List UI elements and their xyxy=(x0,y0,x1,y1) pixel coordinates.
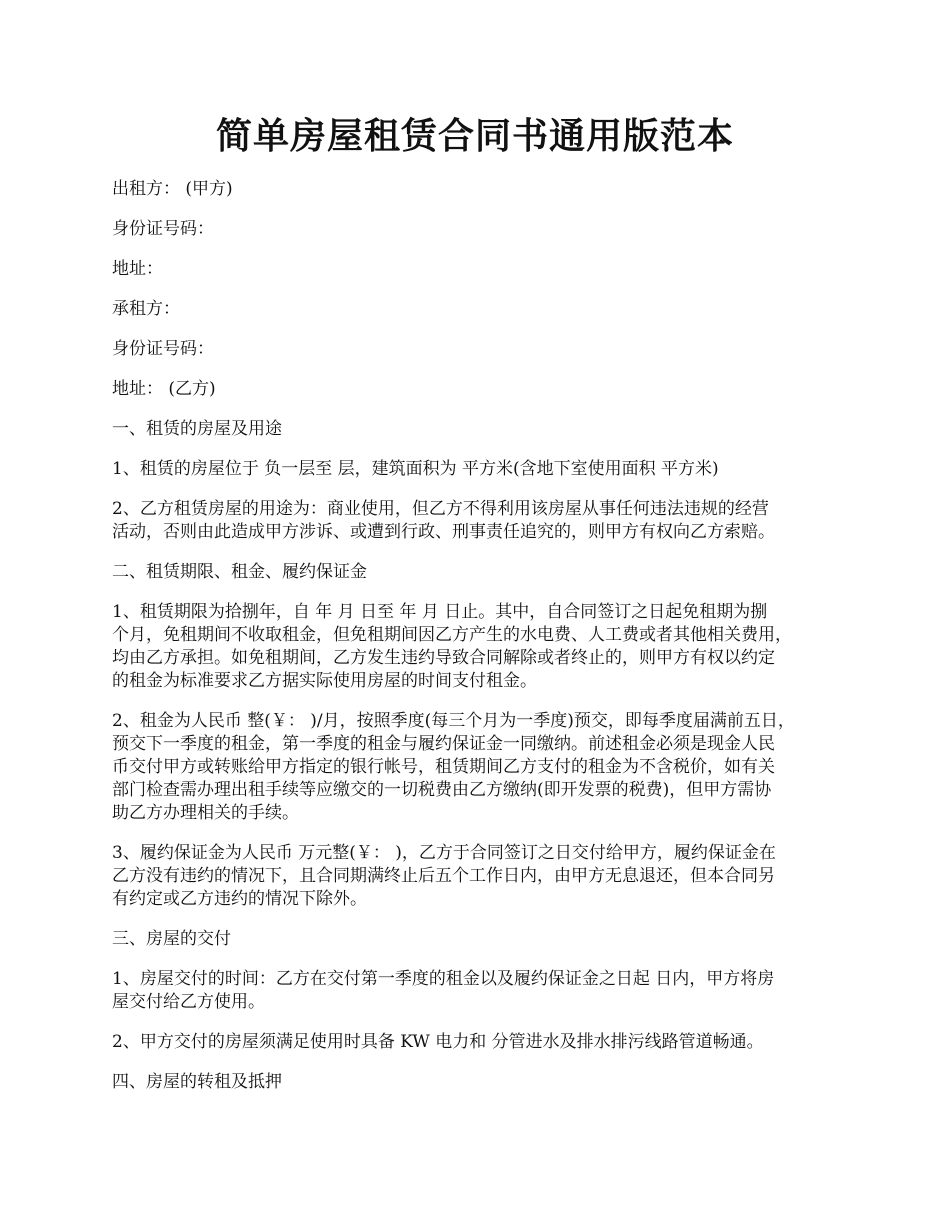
paragraph-line: 乙方没有违约的情况下，且合同期满终止后五个工作日内，由甲方无息退还，但本合同另 xyxy=(112,866,775,886)
paragraph xyxy=(112,258,850,281)
paragraph-line: 1、租赁的房屋位于 负一层至 层，建筑面积为 平方米(含地下室使用面积 平方米) xyxy=(112,459,719,479)
paragraph xyxy=(112,928,850,951)
paragraph-line: 1、租赁期限为拾捌年，自 年 月 日至 年 月 日止。其中，自合同签订之日起免租期为捌 xyxy=(112,602,768,622)
paragraph-line: 2、甲方交付的房屋须满足使用时具备 KW 电力和 分管进水及排水排污线路管道畅通。 xyxy=(112,1032,764,1052)
paragraph xyxy=(112,418,850,441)
paragraph-line: 二、租赁期限、租金、履约保证金 xyxy=(112,562,367,582)
paragraph xyxy=(112,710,850,825)
paragraph-line: 2、租金为人民币 整(￥： )/月，按照季度(每三个月为一季度)预交，即每季度届满前五日， xyxy=(112,711,795,731)
paragraph-line: 有约定或乙方违约的情况下除外。 xyxy=(112,889,367,909)
document-body xyxy=(112,178,850,1111)
paragraph xyxy=(112,498,850,544)
paragraph-line: 2、乙方租赁房屋的用途为：商业使用，但乙方不得利用该房屋从事任何违法违规的经营 xyxy=(112,499,769,519)
paragraph-line: 身份证号码： xyxy=(112,339,214,359)
paragraph xyxy=(112,1031,850,1054)
paragraph-line: 屋交付给乙方使用。 xyxy=(112,992,265,1012)
paragraph-line: 三、房屋的交付 xyxy=(112,929,231,949)
paragraph-line: 3、履约保证金为人民币 万元整(￥： )，乙方于合同签订之日交付给甲方，履约保证金在 xyxy=(112,843,776,863)
paragraph xyxy=(112,378,850,401)
paragraph-line: 承租方： xyxy=(112,299,180,319)
paragraph-line: 预交下一季度的租金，第一季度的租金与履约保证金一同缴纳。前述租金必须是现金人民 xyxy=(112,734,775,754)
paragraph xyxy=(112,178,850,201)
paragraph-line: 四、房屋的转租及抵押 xyxy=(112,1072,282,1092)
paragraph xyxy=(112,298,850,321)
paragraph-line: 活动，否则由此造成甲方涉诉、或遭到行政、刑事责任追究的，则甲方有权向乙方索赔。 xyxy=(112,522,775,542)
paragraph-line: 1、房屋交付的时间：乙方在交付第一季度的租金以及履约保证金之日起 日内，甲方将房 xyxy=(112,969,775,989)
document-title: 简单房屋租赁合同书通用版范本 xyxy=(215,115,734,157)
paragraph-line: 地址： (乙方) xyxy=(112,379,216,399)
paragraph xyxy=(112,968,850,1014)
paragraph-line: 地址： xyxy=(112,259,163,279)
paragraph-line: 个月，免租期间不收取租金，但免租期间因乙方产生的水电费、人工费或者其他相关费用， xyxy=(112,625,792,645)
paragraph-line: 均由乙方承担。如免租期间，乙方发生违约导致合同解除或者终止的，则甲方有权以约定 xyxy=(112,648,775,668)
paragraph-line: 部门检查需办理出租手续等应缴交的一切税费由乙方缴纳(即开发票的税费)，但甲方需协 xyxy=(112,780,772,800)
paragraph-line: 的租金为标准要求乙方据实际使用房屋的时间支付租金。 xyxy=(112,671,537,691)
paragraph-line: 助乙方办理相关的手续。 xyxy=(112,803,299,823)
paragraph-line: 一、租赁的房屋及用途 xyxy=(112,419,282,439)
paragraph-line: 币交付甲方或转账给甲方指定的银行帐号，租赁期间乙方支付的租金为不含税价，如有关 xyxy=(112,757,775,777)
paragraph xyxy=(112,842,850,911)
paragraph xyxy=(112,561,850,584)
paragraph xyxy=(112,1071,850,1094)
paragraph xyxy=(112,601,850,693)
paragraph xyxy=(112,458,850,481)
paragraph-line: 出租方： (甲方) xyxy=(112,179,233,199)
paragraph xyxy=(112,338,850,361)
paragraph xyxy=(112,218,850,241)
paragraph-line: 身份证号码： xyxy=(112,219,214,239)
